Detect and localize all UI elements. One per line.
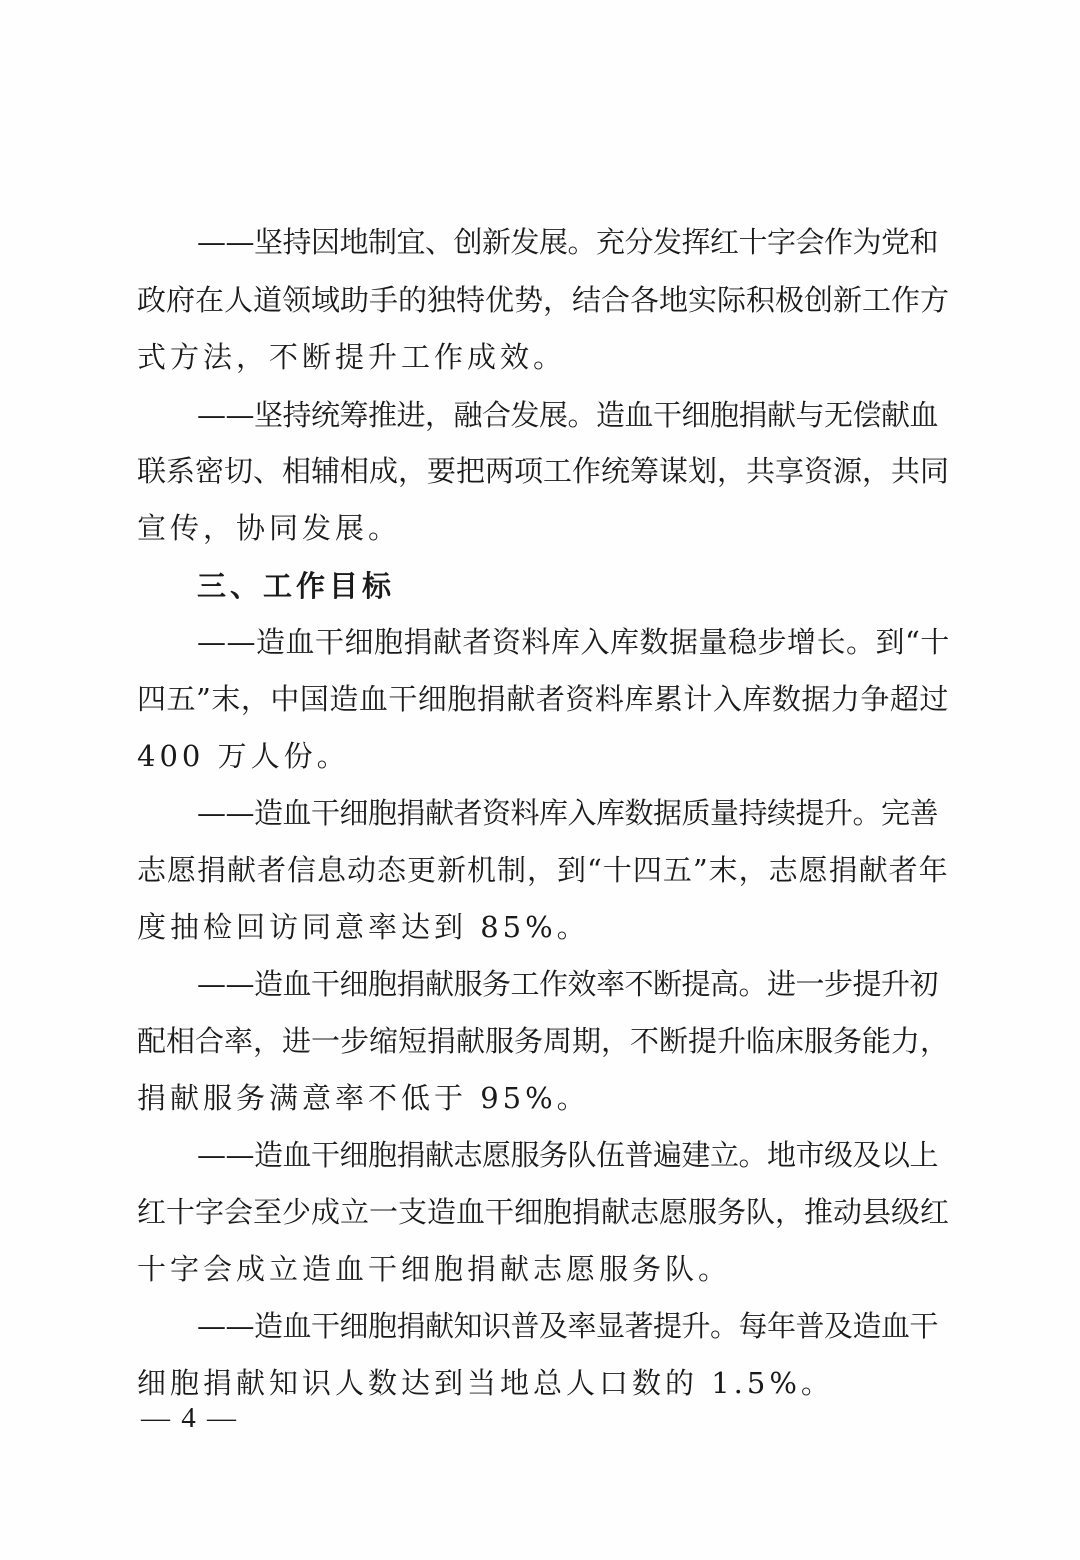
text-line: ——坚持因地制宜、创新发展。充分发挥红十字会作为党和 xyxy=(197,225,939,259)
text-line: 十字会成立造血干细胞捐献志愿服务队。 xyxy=(137,1252,732,1286)
text-line: ——坚持统筹推进，融合发展。造血干细胞捐献与无偿献血 xyxy=(197,398,939,432)
page-number: — 4 — xyxy=(141,1402,238,1434)
text-line: 联系密切、相辅相成，要把两项工作统筹谋划，共享资源，共同 xyxy=(137,454,950,488)
text-line: 红十字会至少成立一支造血干细胞捐献志愿服务队，推动县级红 xyxy=(137,1195,950,1229)
text-line: 政府在人道领域助手的独特优势，结合各地实际积极创新工作方 xyxy=(137,283,950,317)
text-line: ——造血干细胞捐献志愿服务队伍普遍建立。地市级及以上 xyxy=(197,1138,939,1172)
text-line: 志愿捐献者信息动态更新机制，到“十四五”末，志愿捐献者年 xyxy=(137,853,949,887)
text-line: 配相合率，进一步缩短捐献服务周期，不断提升临床服务能力， xyxy=(137,1024,950,1058)
text-line: 度抽检回访同意率达到 85%。 xyxy=(137,910,590,944)
text-line: 捐献服务满意率不低于 95%。 xyxy=(137,1081,590,1115)
text-line: 细胞捐献知识人数达到当地总人口数的 1.5%。 xyxy=(137,1366,834,1400)
text-line: 式方法，不断提升工作成效。 xyxy=(137,340,567,374)
text-line: ——造血干细胞捐献者资料库入库数据量稳步增长。到“十 xyxy=(197,625,950,659)
text-line: ——造血干细胞捐献服务工作效率不断提高。进一步提升初 xyxy=(197,967,939,1001)
section-heading: 三、工作目标 xyxy=(197,569,396,603)
text-line: 四五”末，中国造血干细胞捐献者资料库累计入库数据力争超过 xyxy=(137,682,949,716)
text-line: ——造血干细胞捐献知识普及率显著提升。每年普及造血干 xyxy=(197,1309,939,1343)
text-line: 宣传，协同发展。 xyxy=(137,511,402,545)
text-line: 400 万人份。 xyxy=(137,739,350,773)
text-line: ——造血干细胞捐献者资料库入库数据质量持续提升。完善 xyxy=(197,796,939,830)
